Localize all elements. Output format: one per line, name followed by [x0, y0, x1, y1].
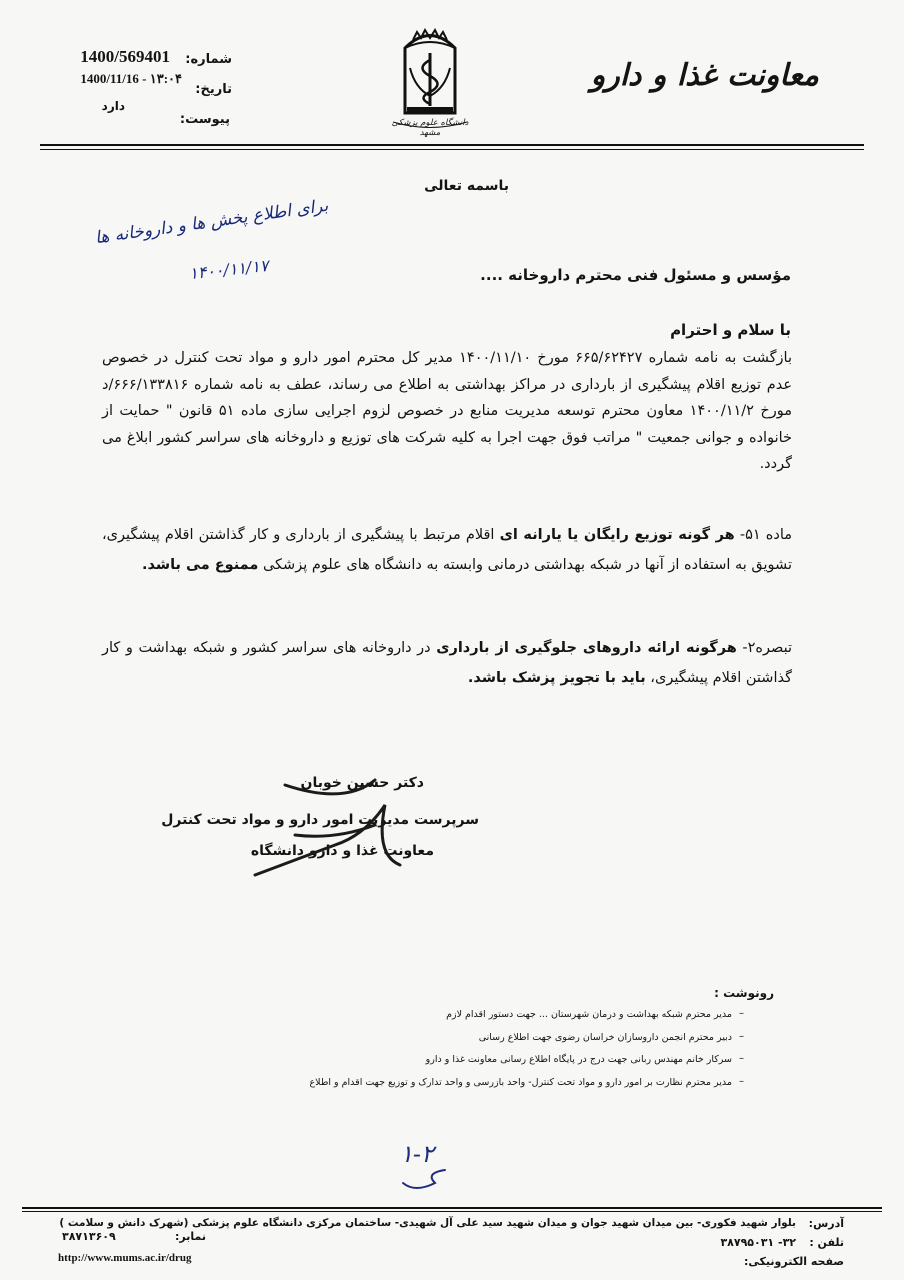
- header-divider: [40, 144, 864, 146]
- cc-item: مدیر محترم شبکه بهداشت و درمان شهرستان ... جهت دستور اقدام لازم: [446, 1009, 732, 1020]
- article-text: اقلام مرتبط با پیشگیری از بارداری و کار گذاشتن اقلام پیشگیری، تشویق به استفاده از آنها در شبکه بهداشتی درمانی وابسته به دانشگاه های علوم پزشکی: [102, 527, 792, 573]
- body-paragraph-2: [102, 520, 792, 580]
- date-label: تاریخ:: [195, 82, 232, 97]
- note-text: در داروخانه های سراسر کشور و شبکه بهداشت و کار گذاشتن اقلام پیشگیری،: [102, 640, 792, 686]
- note-requirement: باید با تجویز پزشک باشد.: [467, 670, 646, 686]
- signature-scribble: [225, 765, 425, 895]
- unit-title: معاونت غذا و دارو: [590, 58, 819, 93]
- handwritten-note-date: ۱۴۰۰/۱۱/۱۷: [188, 255, 270, 284]
- signer-name: دکتر حسین خوبان: [300, 775, 424, 791]
- phone-label: تلفن :: [809, 1236, 844, 1249]
- signer-title: سرپرست مدیریت امور دارو و مواد تحت کنترل: [161, 812, 479, 828]
- page-mark-scribble: [395, 1165, 455, 1195]
- basmala: باسمه تعالی: [424, 178, 509, 194]
- page-mark: ۱-۲: [400, 1140, 434, 1168]
- article-number: ماده ۵۱-: [734, 527, 793, 543]
- signature-icon: [225, 765, 425, 895]
- logo-caption: دانشگاه علوم پزشکی مشهد: [391, 118, 469, 138]
- footer-divider-thin: [22, 1211, 882, 1212]
- footer-divider: [22, 1207, 882, 1209]
- cc-dash: –: [739, 1076, 744, 1087]
- letter-header: [40, 44, 240, 134]
- article-prohibition: ممنوع می باشد.: [141, 557, 259, 573]
- body-paragraph-1: بازگشت به نامه شماره ۶۶۵/۶۲۴۲۷ مورخ ۱۴۰۰/۱۱/۱۰ مدیر کل محترم امور دارو و مواد تحت کنترل در خصوص عدم توزیع اقلام پیشگیری از بارداری در مراکز بهداشتی به اطلاع می رساند، عطف به نامه شماره ۶۶۶/۱۳۳۸۱۶/د مورخ ۱۴۰۰/۱۱/۲ معاون محترم توسعه مدیریت منابع در خصوص لزوم اجرایی سازی ماده ۵۱ قانون " حمایت از خانواده و جوانی جمعیت " مراتب فوق جهت اجرا به کلیه شرکت های توزیع و داروخانه های سراسر کشور ابلاغ می گردد.: [102, 350, 792, 472]
- cc-item: مدیر محترم نظارت بر امور دارو و مواد تحت کنترل- واحد بازرسی و واحد تدارک و توزیع جهت اقدام و اطلاع: [309, 1077, 732, 1088]
- address-text: بلوار شهید فکوری- بین میدان شهید جوان و میدان شهید سید علی آل شهیدی- ساختمان مرکزی دانشگاه علوم پزشکی (شهرک دانش و سلامت ): [59, 1217, 796, 1229]
- note-emphasis: هرگونه ارائه داروهای جلوگیری از بارداری: [436, 640, 737, 656]
- header-divider-thin: [40, 149, 864, 150]
- cc-title: رونوشت :: [714, 986, 774, 1000]
- body-paragraph-3: [102, 633, 792, 693]
- letter-date: 1400/11/16 - ۱۳:۰۴: [80, 71, 182, 86]
- cc-item: سرکار خانم مهندس ربانی جهت درج در پایگاه اطلاع رسانی معاونت غذا و دارو: [425, 1054, 732, 1065]
- cc-dash: –: [739, 1031, 744, 1042]
- letter-number: 1400/569401: [80, 47, 170, 66]
- address-label: آدرس:: [808, 1217, 844, 1230]
- signer-organization: معاونت غذا و دارو دانشگاه: [250, 843, 434, 859]
- scribble-icon: [395, 1165, 455, 1195]
- university-logo: [385, 18, 475, 136]
- article-emphasis: هر گونه توزیع رایگان یا یارانه ای: [499, 527, 735, 543]
- website-link[interactable]: http://www.mums.ac.ir/drug: [58, 1252, 192, 1264]
- handwritten-note-line: برای اطلاع پخش ها و داروخانه ها: [93, 195, 330, 249]
- cc-dash: –: [739, 1008, 744, 1019]
- attachment-value: دارد: [101, 99, 125, 113]
- cc-dash: –: [739, 1053, 744, 1064]
- note-number: تبصره۲-: [736, 640, 793, 656]
- email-label: صفحه الکترونیکی:: [744, 1255, 844, 1268]
- fax-label: نمابر:: [175, 1230, 207, 1243]
- attachment-label: پیوست:: [179, 112, 230, 127]
- number-label: شماره:: [185, 52, 232, 67]
- salutation: با سلام و احترام: [670, 321, 791, 339]
- addressee: مؤسس و مسئول فنی محترم داروخانه ....: [480, 266, 791, 284]
- fax-number: ۳۸۷۱۳۶۰۹: [62, 1230, 116, 1243]
- cc-item: دبیر محترم انجمن داروسازان خراسان رضوی جهت اطلاع رسانی: [478, 1032, 732, 1043]
- phone-number: ۳۲- ۳۸۷۹۵۰۳۱: [720, 1236, 796, 1249]
- handwritten-note: [93, 195, 339, 290]
